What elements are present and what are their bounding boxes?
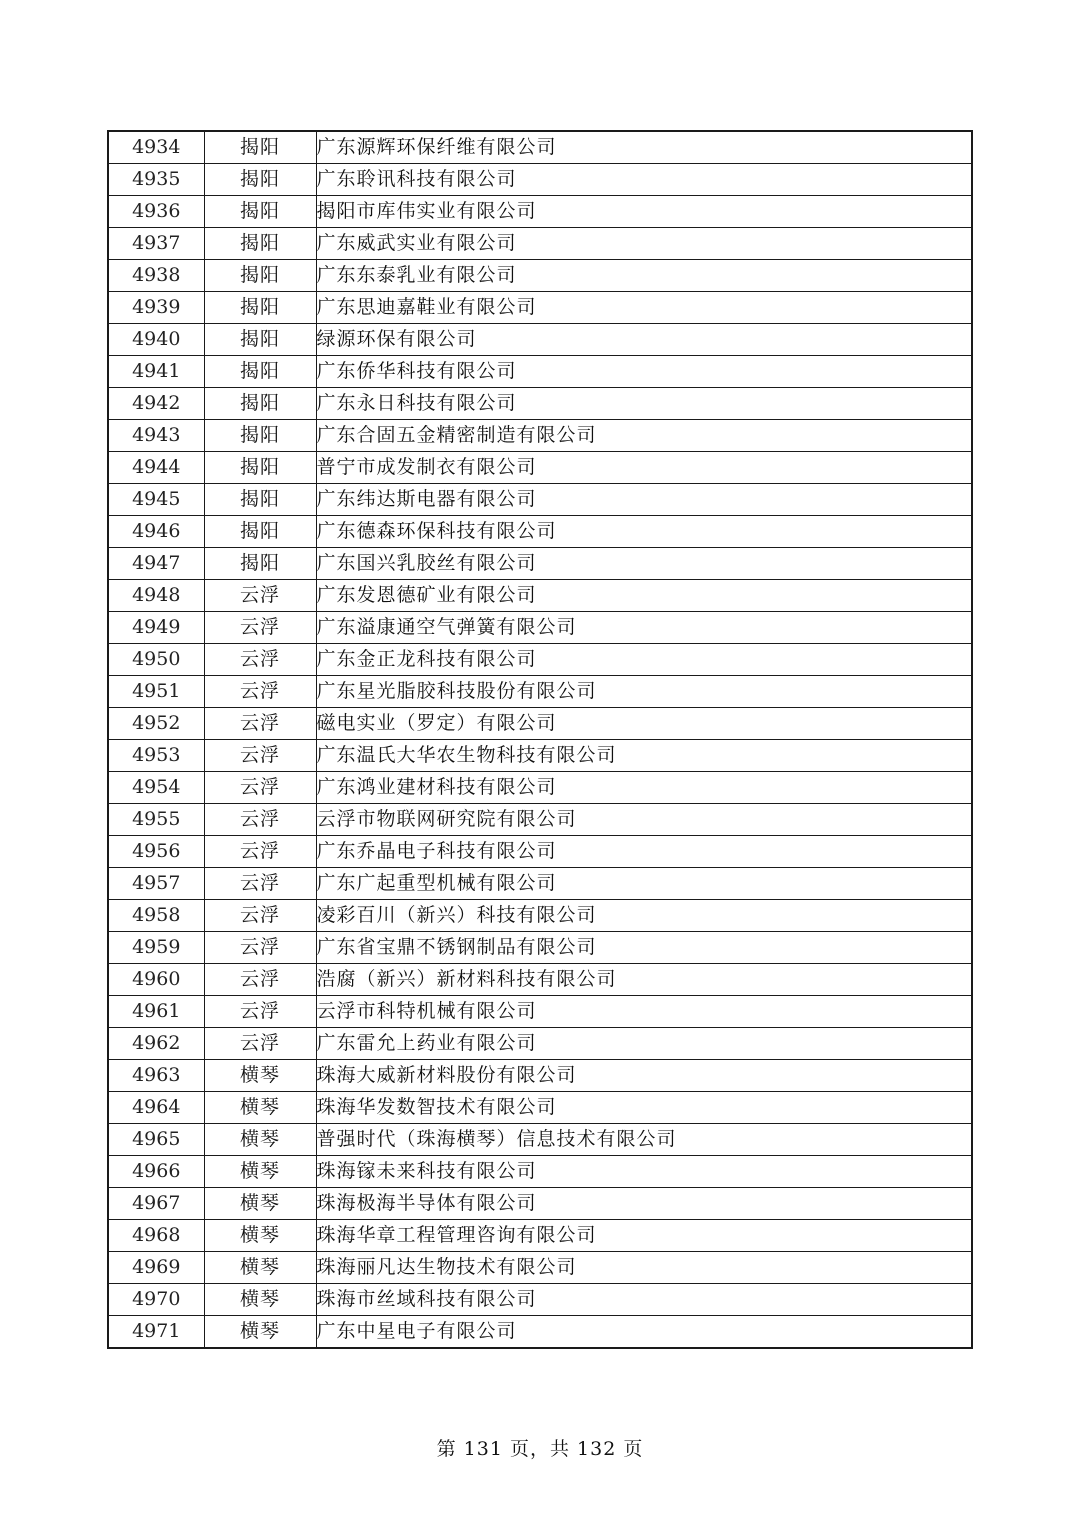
table-row <box>108 452 972 484</box>
table-row <box>108 1124 972 1156</box>
company-name-cell: 广东雷允上药业有限公司 <box>316 1028 972 1060</box>
table-row <box>108 932 972 964</box>
city-cell: 云浮 <box>204 996 316 1028</box>
company-name-cell: 广东聆讯科技有限公司 <box>316 164 972 196</box>
row-number-cell: 4968 <box>108 1220 204 1252</box>
table-row <box>108 1060 972 1092</box>
company-name-cell: 珠海市丝域科技有限公司 <box>316 1284 972 1316</box>
city-cell: 揭阳 <box>204 516 316 548</box>
city-cell: 云浮 <box>204 964 316 996</box>
company-name-cell: 珠海镓未来科技有限公司 <box>316 1156 972 1188</box>
company-name-cell: 云浮市科特机械有限公司 <box>316 996 972 1028</box>
table-row <box>108 1220 972 1252</box>
table-row <box>108 1188 972 1220</box>
row-number-cell: 4947 <box>108 548 204 580</box>
company-name-cell: 广东国兴乳胶丝有限公司 <box>316 548 972 580</box>
row-number-cell: 4959 <box>108 932 204 964</box>
table-row <box>108 580 972 612</box>
table-row <box>108 164 972 196</box>
row-number-cell: 4970 <box>108 1284 204 1316</box>
company-name-cell: 磁电实业（罗定）有限公司 <box>316 708 972 740</box>
table-row <box>108 740 972 772</box>
city-cell: 揭阳 <box>204 324 316 356</box>
row-number-cell: 4945 <box>108 484 204 516</box>
row-number-cell: 4956 <box>108 836 204 868</box>
company-name-cell: 广东发恩德矿业有限公司 <box>316 580 972 612</box>
table-row <box>108 324 972 356</box>
table-row <box>108 612 972 644</box>
company-name-cell: 广东德森环保科技有限公司 <box>316 516 972 548</box>
row-number-cell: 4936 <box>108 196 204 228</box>
city-cell: 揭阳 <box>204 292 316 324</box>
row-number-cell: 4957 <box>108 868 204 900</box>
company-name-cell: 凌彩百川（新兴）科技有限公司 <box>316 900 972 932</box>
row-number-cell: 4949 <box>108 612 204 644</box>
city-cell: 云浮 <box>204 708 316 740</box>
row-number-cell: 4944 <box>108 452 204 484</box>
company-name-cell: 广东溢康通空气弹簧有限公司 <box>316 612 972 644</box>
table-row <box>108 131 972 164</box>
table-row <box>108 644 972 676</box>
row-number-cell: 4937 <box>108 228 204 260</box>
city-cell: 横琴 <box>204 1092 316 1124</box>
row-number-cell: 4963 <box>108 1060 204 1092</box>
row-number-cell: 4952 <box>108 708 204 740</box>
row-number-cell: 4969 <box>108 1252 204 1284</box>
company-name-cell: 广东中星电子有限公司 <box>316 1316 972 1349</box>
city-cell: 揭阳 <box>204 260 316 292</box>
table-row <box>108 1316 972 1349</box>
table-row <box>108 1028 972 1060</box>
table-row <box>108 1284 972 1316</box>
table-row <box>108 228 972 260</box>
row-number-cell: 4961 <box>108 996 204 1028</box>
city-cell: 云浮 <box>204 644 316 676</box>
city-cell: 云浮 <box>204 676 316 708</box>
city-cell: 云浮 <box>204 804 316 836</box>
company-name-cell: 广东源辉环保纤维有限公司 <box>316 131 972 164</box>
page-number-footer: 第 131 页，共 132 页 <box>436 1438 644 1460</box>
company-name-cell: 广东乔晶电子科技有限公司 <box>316 836 972 868</box>
table-row <box>108 516 972 548</box>
company-name-cell: 广东金正龙科技有限公司 <box>316 644 972 676</box>
company-name-cell: 广东广起重型机械有限公司 <box>316 868 972 900</box>
company-name-cell: 广东思迪嘉鞋业有限公司 <box>316 292 972 324</box>
company-name-cell: 广东东泰乳业有限公司 <box>316 260 972 292</box>
table-row <box>108 996 972 1028</box>
city-cell: 云浮 <box>204 868 316 900</box>
city-cell: 揭阳 <box>204 228 316 260</box>
city-cell: 横琴 <box>204 1156 316 1188</box>
company-name-cell: 广东纬达斯电器有限公司 <box>316 484 972 516</box>
city-cell: 揭阳 <box>204 452 316 484</box>
city-cell: 横琴 <box>204 1284 316 1316</box>
city-cell: 揭阳 <box>204 196 316 228</box>
company-name-cell: 广东威武实业有限公司 <box>316 228 972 260</box>
company-list-table <box>107 130 973 1349</box>
row-number-cell: 4964 <box>108 1092 204 1124</box>
company-name-cell: 普强时代（珠海横琴）信息技术有限公司 <box>316 1124 972 1156</box>
row-number-cell: 4946 <box>108 516 204 548</box>
row-number-cell: 4935 <box>108 164 204 196</box>
city-cell: 横琴 <box>204 1316 316 1349</box>
table-row <box>108 964 972 996</box>
city-cell: 横琴 <box>204 1060 316 1092</box>
company-name-cell: 揭阳市库伟实业有限公司 <box>316 196 972 228</box>
company-name-cell: 珠海华发数智技术有限公司 <box>316 1092 972 1124</box>
table-row <box>108 388 972 420</box>
row-number-cell: 4967 <box>108 1188 204 1220</box>
row-number-cell: 4971 <box>108 1316 204 1349</box>
row-number-cell: 4951 <box>108 676 204 708</box>
table-row <box>108 548 972 580</box>
company-name-cell: 普宁市成发制衣有限公司 <box>316 452 972 484</box>
table-row <box>108 708 972 740</box>
city-cell: 揭阳 <box>204 484 316 516</box>
company-name-cell: 广东星光脂胶科技股份有限公司 <box>316 676 972 708</box>
city-cell: 横琴 <box>204 1252 316 1284</box>
city-cell: 云浮 <box>204 772 316 804</box>
table-row <box>108 292 972 324</box>
city-cell: 揭阳 <box>204 356 316 388</box>
company-name-cell: 云浮市物联网研究院有限公司 <box>316 804 972 836</box>
row-number-cell: 4934 <box>108 131 204 164</box>
city-cell: 云浮 <box>204 900 316 932</box>
city-cell: 云浮 <box>204 836 316 868</box>
city-cell: 横琴 <box>204 1188 316 1220</box>
row-number-cell: 4942 <box>108 388 204 420</box>
company-name-cell: 珠海大威新材料股份有限公司 <box>316 1060 972 1092</box>
company-name-cell: 广东合固五金精密制造有限公司 <box>316 420 972 452</box>
table-row <box>108 868 972 900</box>
company-name-cell: 绿源环保有限公司 <box>316 324 972 356</box>
table-row <box>108 836 972 868</box>
city-cell: 揭阳 <box>204 131 316 164</box>
city-cell: 横琴 <box>204 1220 316 1252</box>
company-name-cell: 珠海丽凡达生物技术有限公司 <box>316 1252 972 1284</box>
row-number-cell: 4965 <box>108 1124 204 1156</box>
row-number-cell: 4953 <box>108 740 204 772</box>
row-number-cell: 4948 <box>108 580 204 612</box>
row-number-cell: 4938 <box>108 260 204 292</box>
company-name-cell: 广东永日科技有限公司 <box>316 388 972 420</box>
city-cell: 云浮 <box>204 932 316 964</box>
row-number-cell: 4966 <box>108 1156 204 1188</box>
city-cell: 揭阳 <box>204 164 316 196</box>
city-cell: 云浮 <box>204 580 316 612</box>
row-number-cell: 4962 <box>108 1028 204 1060</box>
row-number-cell: 4960 <box>108 964 204 996</box>
table-row <box>108 1252 972 1284</box>
city-cell: 揭阳 <box>204 548 316 580</box>
company-name-cell: 广东温氏大华农生物科技有限公司 <box>316 740 972 772</box>
city-cell: 云浮 <box>204 1028 316 1060</box>
table-row <box>108 804 972 836</box>
city-cell: 揭阳 <box>204 388 316 420</box>
city-cell: 横琴 <box>204 1124 316 1156</box>
company-name-cell: 广东鸿业建材科技有限公司 <box>316 772 972 804</box>
city-cell: 云浮 <box>204 740 316 772</box>
table-row <box>108 356 972 388</box>
company-name-cell: 广东省宝鼎不锈钢制品有限公司 <box>316 932 972 964</box>
row-number-cell: 4943 <box>108 420 204 452</box>
row-number-cell: 4941 <box>108 356 204 388</box>
table-row <box>108 900 972 932</box>
row-number-cell: 4940 <box>108 324 204 356</box>
table-row <box>108 772 972 804</box>
city-cell: 揭阳 <box>204 420 316 452</box>
company-name-cell: 珠海华章工程管理咨询有限公司 <box>316 1220 972 1252</box>
table-body <box>108 131 972 1348</box>
row-number-cell: 4955 <box>108 804 204 836</box>
company-name-cell: 浩腐（新兴）新材料科技有限公司 <box>316 964 972 996</box>
city-cell: 云浮 <box>204 612 316 644</box>
table-row <box>108 1156 972 1188</box>
table-row <box>108 484 972 516</box>
row-number-cell: 4950 <box>108 644 204 676</box>
table-row <box>108 1092 972 1124</box>
row-number-cell: 4958 <box>108 900 204 932</box>
table-row <box>108 420 972 452</box>
row-number-cell: 4954 <box>108 772 204 804</box>
company-name-cell: 珠海极海半导体有限公司 <box>316 1188 972 1220</box>
table-row <box>108 196 972 228</box>
company-name-cell: 广东侨华科技有限公司 <box>316 356 972 388</box>
row-number-cell: 4939 <box>108 292 204 324</box>
table-row <box>108 676 972 708</box>
table-row <box>108 260 972 292</box>
